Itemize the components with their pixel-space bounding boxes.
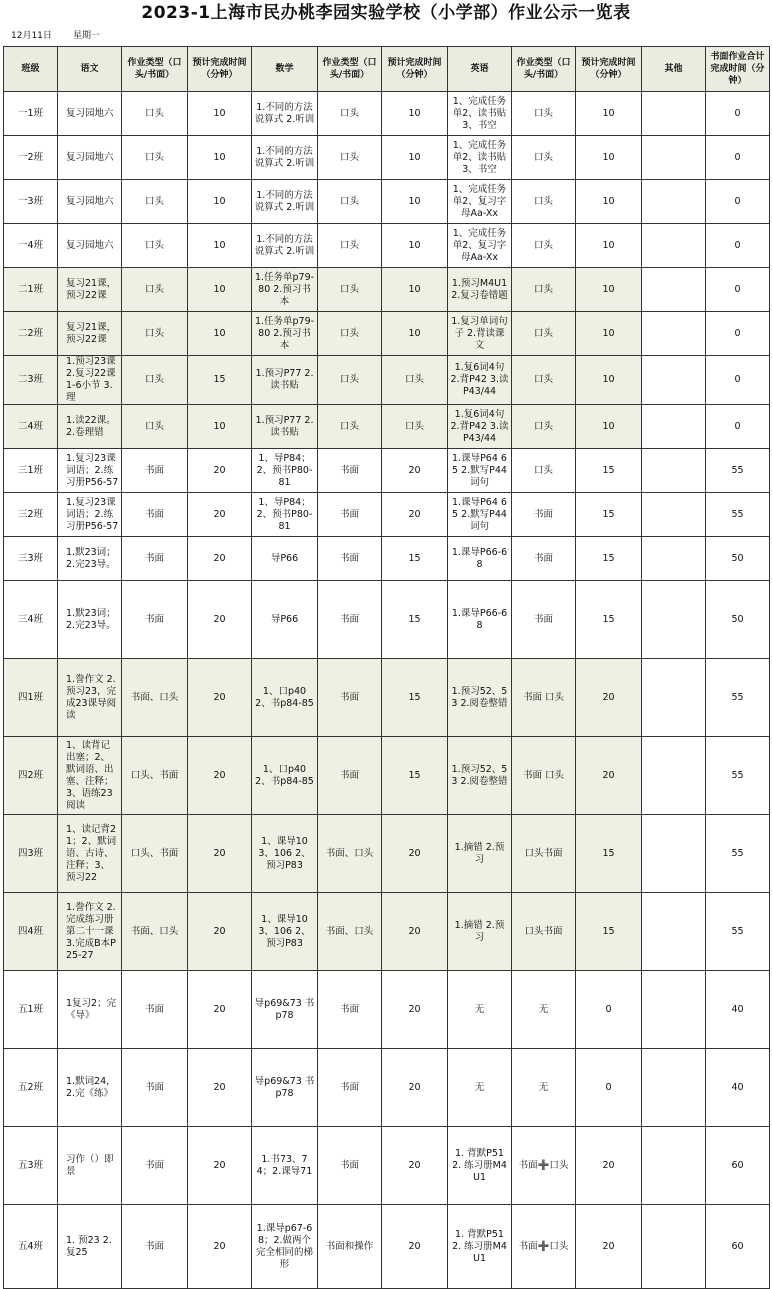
cell-chinese-type: 书面、口头 [122, 659, 188, 737]
cell-english: 1.预习M4U1 2.复习卷错题 [448, 268, 512, 312]
cell-english: 1.摘错 2.预习 [448, 893, 512, 971]
cell-math-type: 书面 [318, 449, 382, 493]
cell-english-time: 15 [576, 449, 642, 493]
cell-math: 1.预习P77 2.读书贴 [252, 405, 318, 449]
cell-class: 二1班 [4, 268, 58, 312]
cell-english-time: 15 [576, 581, 642, 659]
cell-chinese: 1.默23词；2.完23导。 [58, 537, 122, 581]
cell-english-type: 口头 [512, 449, 576, 493]
cell-math-type: 口头 [318, 224, 382, 268]
cell-math-time: 15 [382, 737, 448, 815]
cell-chinese: 1.读22课。 2.卷理错 [58, 405, 122, 449]
homework-table [3, 46, 770, 1289]
cell-chinese: 1、读记背21；2、默词语、古诗、注释；3、预习22 [58, 815, 122, 893]
cell-chinese-time: 20 [188, 581, 252, 659]
cell-english: 1、完成任务单2、复习字母Aa-Xx [448, 224, 512, 268]
cell-chinese: 1.复习23课词语；2.练习册P56-57 [58, 449, 122, 493]
cell-class: 五2班 [4, 1049, 58, 1127]
cell-other [642, 971, 706, 1049]
cell-class: 二4班 [4, 405, 58, 449]
header-chinese-type: 作业类型（口头/书面） [122, 47, 188, 92]
cell-math-time: 10 [382, 312, 448, 356]
cell-english-type: 口头 [512, 268, 576, 312]
cell-chinese-time: 20 [188, 493, 252, 537]
table-row [4, 815, 770, 893]
cell-total-time: 55 [706, 449, 770, 493]
cell-english: 1. 背默P51 2. 练习册M4U1 [448, 1205, 512, 1289]
table-row [4, 971, 770, 1049]
cell-math: 1.任务单p79-80 2.预习书本 [252, 268, 318, 312]
cell-chinese-type: 口头 [122, 312, 188, 356]
cell-total-time: 55 [706, 493, 770, 537]
cell-other [642, 1049, 706, 1127]
header-chinese: 语文 [58, 47, 122, 92]
cell-chinese: 习作（）即景 [58, 1127, 122, 1205]
cell-total-time: 0 [706, 180, 770, 224]
cell-chinese-time: 20 [188, 1205, 252, 1289]
cell-english-time: 20 [576, 659, 642, 737]
cell-chinese-type: 口头 [122, 268, 188, 312]
cell-math-type: 书面 [318, 1049, 382, 1127]
cell-total-time: 0 [706, 312, 770, 356]
cell-total-time: 60 [706, 1127, 770, 1205]
cell-math-time: 20 [382, 815, 448, 893]
cell-english: 1.课导P66-68 [448, 537, 512, 581]
cell-math: 1.课导p67-68；2.做两个完全相同的梯形 [252, 1205, 318, 1289]
cell-class: 三2班 [4, 493, 58, 537]
cell-class: 三1班 [4, 449, 58, 493]
cell-chinese-time: 10 [188, 136, 252, 180]
cell-math-time: 20 [382, 1127, 448, 1205]
cell-chinese-time: 15 [188, 356, 252, 405]
cell-english: 无 [448, 971, 512, 1049]
cell-english-time: 15 [576, 537, 642, 581]
cell-math-time: 15 [382, 659, 448, 737]
cell-other [642, 537, 706, 581]
cell-chinese-time: 20 [188, 659, 252, 737]
cell-math-type: 口头 [318, 312, 382, 356]
cell-other [642, 493, 706, 537]
cell-math-time: 10 [382, 92, 448, 136]
cell-chinese: 复习园地六 [58, 136, 122, 180]
cell-chinese: 1.复习23课词语；2.练习册P56-57 [58, 493, 122, 537]
cell-english: 1.课导P66-68 [448, 581, 512, 659]
cell-english-time: 0 [576, 971, 642, 1049]
cell-other [642, 268, 706, 312]
cell-english-type: 书面 [512, 581, 576, 659]
cell-chinese-type: 口头 [122, 405, 188, 449]
cell-english-type: 无 [512, 1049, 576, 1127]
header-math-time: 预计完成时间（分钟） [382, 47, 448, 92]
cell-english-time: 10 [576, 136, 642, 180]
cell-other [642, 356, 706, 405]
cell-other [642, 581, 706, 659]
cell-english: 1.复习单词句子 2.背读课文 [448, 312, 512, 356]
cell-total-time: 40 [706, 1049, 770, 1127]
cell-math-type: 口头 [318, 136, 382, 180]
cell-english-time: 15 [576, 893, 642, 971]
cell-chinese: 1.誊作文 2.预习23，完成23课导阅读 [58, 659, 122, 737]
cell-english-type: 口头 [512, 312, 576, 356]
cell-math: 1.书73、74；2.课导71 [252, 1127, 318, 1205]
cell-total-time: 40 [706, 971, 770, 1049]
cell-math-time: 20 [382, 449, 448, 493]
cell-english-type: 口头 [512, 180, 576, 224]
cell-english: 1.预习52、53 2.阅卷整错 [448, 659, 512, 737]
cell-chinese: 复习园地六 [58, 92, 122, 136]
cell-chinese: 复习园地六 [58, 180, 122, 224]
cell-chinese-time: 20 [188, 1049, 252, 1127]
cell-chinese-time: 10 [188, 180, 252, 224]
table-row [4, 312, 770, 356]
cell-math-type: 口头 [318, 405, 382, 449]
cell-english-time: 20 [576, 1205, 642, 1289]
cell-other [642, 737, 706, 815]
cell-math-time: 15 [382, 581, 448, 659]
cell-class: 二3班 [4, 356, 58, 405]
cell-chinese-type: 书面 [122, 971, 188, 1049]
cell-chinese-type: 书面 [122, 537, 188, 581]
cell-math-type: 书面 [318, 493, 382, 537]
cell-other [642, 180, 706, 224]
cell-class: 四4班 [4, 893, 58, 971]
cell-english: 1、完成任务单2、复习字母Aa-Xx [448, 180, 512, 224]
cell-math: 导P66 [252, 581, 318, 659]
cell-class: 一4班 [4, 224, 58, 268]
table-row [4, 180, 770, 224]
cell-class: 一1班 [4, 92, 58, 136]
table-row [4, 493, 770, 537]
cell-english: 1.复6词4句 2.背P42 3.读P43/44 [448, 356, 512, 405]
page-title: 2023-1上海市民办桃李园实验学校（小学部）作业公示一览表 [141, 3, 631, 23]
cell-math: 导p69&73 书p78 [252, 1049, 318, 1127]
cell-math-type: 书面 [318, 1127, 382, 1205]
cell-math-time: 20 [382, 893, 448, 971]
table-row [4, 659, 770, 737]
cell-math: 导p69&73 书p78 [252, 971, 318, 1049]
cell-english-type: 书面 [512, 537, 576, 581]
header-chinese-time: 预计完成时间（分钟） [188, 47, 252, 92]
cell-chinese-type: 口头 [122, 224, 188, 268]
cell-math: 1.任务单p79-80 2.预习书本 [252, 312, 318, 356]
cell-english-time: 10 [576, 224, 642, 268]
cell-math: 1、课导103、106 2、预习P83 [252, 893, 318, 971]
cell-math-time: 20 [382, 1205, 448, 1289]
cell-english-type: 无 [512, 971, 576, 1049]
cell-english-type: 书面 口头 [512, 737, 576, 815]
cell-math: 1.不同的方法说算式 2.听训 [252, 92, 318, 136]
table-row [4, 737, 770, 815]
cell-math-time: 10 [382, 268, 448, 312]
cell-math: 1.预习P77 2.读书贴 [252, 356, 318, 405]
cell-english-time: 10 [576, 312, 642, 356]
cell-chinese-time: 10 [188, 268, 252, 312]
cell-english: 1.复6词4句 2.背P42 3.读P43/44 [448, 405, 512, 449]
cell-other [642, 92, 706, 136]
table-row [4, 893, 770, 971]
cell-chinese: 复习园地六 [58, 224, 122, 268]
table-row [4, 224, 770, 268]
cell-other [642, 449, 706, 493]
cell-english-type: 口头 [512, 224, 576, 268]
cell-total-time: 0 [706, 136, 770, 180]
cell-chinese: 1.誊作文 2.完成练习册第二十一课 3.完成B本P25-27 [58, 893, 122, 971]
cell-math-time: 15 [382, 537, 448, 581]
cell-total-time: 0 [706, 268, 770, 312]
cell-english-type: 口头 [512, 92, 576, 136]
cell-english-type: 口头书面 [512, 893, 576, 971]
cell-class: 四1班 [4, 659, 58, 737]
table-row [4, 136, 770, 180]
table-row [4, 1127, 770, 1205]
cell-math: 1.不同的方法说算式 2.听训 [252, 136, 318, 180]
cell-english-type: 口头 [512, 136, 576, 180]
cell-chinese-type: 书面 [122, 581, 188, 659]
cell-other [642, 224, 706, 268]
cell-math: 1、课导103、106 2、预习P83 [252, 815, 318, 893]
cell-math: 1.不同的方法说算式 2.听训 [252, 180, 318, 224]
cell-chinese: 1.默词24，2.完《练》 [58, 1049, 122, 1127]
cell-math: 导P66 [252, 537, 318, 581]
cell-math-type: 书面 [318, 659, 382, 737]
cell-chinese: 复习21课，预习22课 [58, 268, 122, 312]
table-row [4, 581, 770, 659]
cell-english: 无 [448, 1049, 512, 1127]
table-row [4, 449, 770, 493]
header-math: 数学 [252, 47, 318, 92]
cell-chinese-time: 20 [188, 815, 252, 893]
cell-total-time: 50 [706, 537, 770, 581]
header-other: 其他 [642, 47, 706, 92]
table-row [4, 92, 770, 136]
cell-math-type: 书面 [318, 971, 382, 1049]
cell-english: 1.课导P64 65 2.默写P44词句 [448, 493, 512, 537]
cell-english-type: 书面 口头 [512, 659, 576, 737]
cell-math: 1.不同的方法说算式 2.听训 [252, 224, 318, 268]
table-row [4, 268, 770, 312]
cell-math: 1、口p40 2、书p84-85 [252, 737, 318, 815]
cell-class: 一2班 [4, 136, 58, 180]
cell-english: 1.预习52、53 2.阅卷整错 [448, 737, 512, 815]
cell-chinese-time: 10 [188, 405, 252, 449]
cell-english-time: 20 [576, 737, 642, 815]
cell-math-type: 书面 [318, 537, 382, 581]
cell-total-time: 55 [706, 815, 770, 893]
cell-chinese: 1.默23词；2.完23导。 [58, 581, 122, 659]
cell-math-time: 10 [382, 224, 448, 268]
cell-math-time: 20 [382, 493, 448, 537]
cell-other [642, 893, 706, 971]
cell-chinese-type: 书面、口头 [122, 893, 188, 971]
cell-chinese-type: 口头、书面 [122, 815, 188, 893]
header-class: 班级 [4, 47, 58, 92]
cell-chinese-time: 20 [188, 971, 252, 1049]
cell-math-type: 口头 [318, 268, 382, 312]
date-bar [3, 26, 769, 46]
cell-math-type: 书面 [318, 581, 382, 659]
cell-math-time: 10 [382, 180, 448, 224]
header-english-type: 作业类型（口头/书面） [512, 47, 576, 92]
cell-english-type: 书面➕口头 [512, 1205, 576, 1289]
cell-english-time: 10 [576, 356, 642, 405]
cell-class: 五1班 [4, 971, 58, 1049]
cell-other [642, 405, 706, 449]
cell-total-time: 55 [706, 659, 770, 737]
cell-total-time: 50 [706, 581, 770, 659]
cell-chinese-time: 10 [188, 92, 252, 136]
cell-total-time: 0 [706, 224, 770, 268]
table-row [4, 1049, 770, 1127]
table-row [4, 537, 770, 581]
cell-math-time: 10 [382, 136, 448, 180]
table-row [4, 1205, 770, 1289]
cell-english: 1、完成任务单2、读书贴3、书空 [448, 92, 512, 136]
date-label: 12月11日 [11, 31, 52, 41]
cell-math-type: 口头 [318, 356, 382, 405]
cell-math: 1、导P84；2、预书P80-81 [252, 449, 318, 493]
cell-math-type: 口头 [318, 92, 382, 136]
cell-english-time: 20 [576, 1127, 642, 1205]
cell-total-time: 60 [706, 1205, 770, 1289]
table-row [4, 405, 770, 449]
cell-other [642, 1127, 706, 1205]
cell-math-time: 口头 [382, 356, 448, 405]
cell-english-type: 书面➕口头 [512, 1127, 576, 1205]
cell-other [642, 312, 706, 356]
cell-math-type: 书面、口头 [318, 893, 382, 971]
cell-chinese-time: 20 [188, 1127, 252, 1205]
cell-math-time: 口头 [382, 405, 448, 449]
weekday-label: 星期一 [73, 31, 101, 41]
header-row [4, 47, 770, 92]
cell-total-time: 55 [706, 737, 770, 815]
cell-math-type: 书面和操作 [318, 1205, 382, 1289]
cell-chinese-type: 书面 [122, 1127, 188, 1205]
cell-chinese-type: 口头 [122, 92, 188, 136]
cell-math-time: 20 [382, 971, 448, 1049]
cell-chinese: 复习21课，预习22课 [58, 312, 122, 356]
cell-chinese: 1. 预23 2. 复25 [58, 1205, 122, 1289]
header-math-type: 作业类型（口头/书面） [318, 47, 382, 92]
cell-english-time: 10 [576, 180, 642, 224]
cell-total-time: 0 [706, 405, 770, 449]
cell-chinese-type: 口头 [122, 356, 188, 405]
cell-english: 1. 背默P51 2. 练习册M4U1 [448, 1127, 512, 1205]
cell-chinese-time: 10 [188, 312, 252, 356]
cell-chinese-time: 10 [188, 224, 252, 268]
cell-chinese-type: 书面 [122, 1049, 188, 1127]
cell-math-time: 20 [382, 1049, 448, 1127]
cell-english-type: 口头 [512, 405, 576, 449]
cell-chinese-time: 20 [188, 893, 252, 971]
cell-chinese-time: 20 [188, 737, 252, 815]
cell-chinese-type: 书面 [122, 449, 188, 493]
cell-english: 1.摘错 2.预习 [448, 815, 512, 893]
cell-math-type: 口头 [318, 180, 382, 224]
table-row [4, 356, 770, 405]
cell-class: 一3班 [4, 180, 58, 224]
cell-english-time: 10 [576, 268, 642, 312]
cell-english-time: 10 [576, 92, 642, 136]
cell-total-time: 0 [706, 92, 770, 136]
cell-class: 三3班 [4, 537, 58, 581]
cell-chinese-time: 20 [188, 537, 252, 581]
cell-chinese-type: 书面 [122, 493, 188, 537]
cell-english-type: 口头书面 [512, 815, 576, 893]
cell-chinese-type: 口头、书面 [122, 737, 188, 815]
cell-chinese-type: 口头 [122, 180, 188, 224]
cell-math-type: 书面 [318, 737, 382, 815]
cell-english-time: 0 [576, 1049, 642, 1127]
cell-other [642, 659, 706, 737]
cell-chinese: 1复习2；完《导》 [58, 971, 122, 1049]
cell-chinese-type: 书面 [122, 1205, 188, 1289]
header-english: 英语 [448, 47, 512, 92]
cell-chinese: 1、读背记出塞；2、默词语、出塞、注释；3、语练23阅读 [58, 737, 122, 815]
header-total-time: 书面作业合计完成时间（分钟） [706, 47, 770, 92]
cell-english: 1.课导P64 65 2.默写P44词句 [448, 449, 512, 493]
cell-english-time: 15 [576, 815, 642, 893]
cell-class: 五4班 [4, 1205, 58, 1289]
cell-math: 1、口p40 2、书p84-85 [252, 659, 318, 737]
cell-math-type: 书面、口头 [318, 815, 382, 893]
cell-class: 二2班 [4, 312, 58, 356]
cell-class: 三4班 [4, 581, 58, 659]
cell-chinese-type: 口头 [122, 136, 188, 180]
cell-chinese: 1.预习23课 2.复习22课 1-6小节 3.理 [58, 356, 122, 405]
cell-english-time: 15 [576, 493, 642, 537]
cell-english-time: 10 [576, 405, 642, 449]
cell-class: 四2班 [4, 737, 58, 815]
cell-chinese-time: 20 [188, 449, 252, 493]
cell-class: 四3班 [4, 815, 58, 893]
header-english-time: 预计完成时间（分钟） [576, 47, 642, 92]
cell-other [642, 136, 706, 180]
cell-math: 1、导P84；2、预书P80-81 [252, 493, 318, 537]
cell-english: 1、完成任务单2、读书贴3、书空 [448, 136, 512, 180]
cell-other [642, 815, 706, 893]
cell-total-time: 0 [706, 356, 770, 405]
cell-english-type: 口头 [512, 356, 576, 405]
cell-total-time: 55 [706, 893, 770, 971]
cell-english-type: 书面 [512, 493, 576, 537]
cell-class: 五3班 [4, 1127, 58, 1205]
cell-other [642, 1205, 706, 1289]
